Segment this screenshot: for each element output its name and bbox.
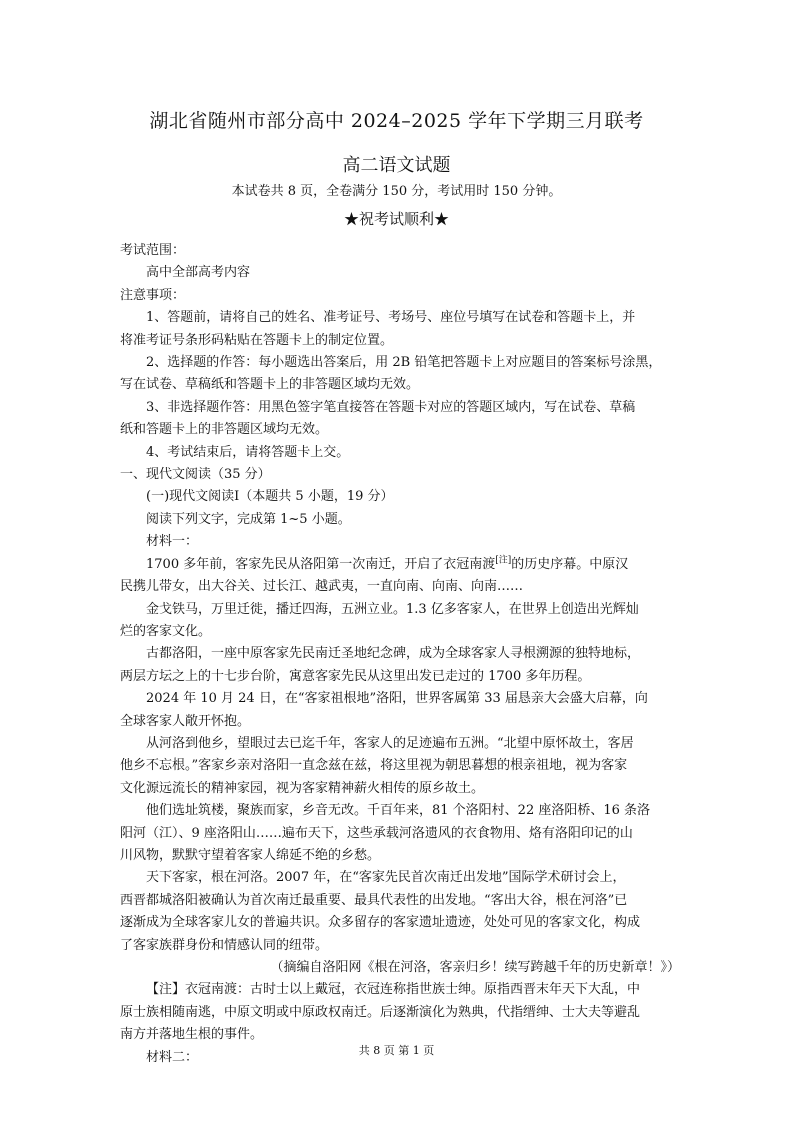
- section-label-notice: 注意事项：: [120, 287, 186, 303]
- notice-item-1: 1、答题前，请将自己的姓名、准考证号、考场号、座位号填写在试卷和答题卡上，并: [146, 310, 636, 326]
- paragraph-line: [120, 554, 680, 576]
- paragraph-line: 阳河（江）、9 座洛阳山……遍布天下，这些承载河洛遗风的衣食物用、烙有洛阳印记的山: [120, 825, 633, 841]
- paragraph-line: 从河洛到他乡，望眼过去已迄千年，客家人的足迹遍布五洲。“北望中原怀故土，客居: [146, 735, 634, 751]
- exam-subtitle: 高二语文试题: [342, 155, 451, 176]
- paragraph-line: 了客家族群身份和情感认同的纽带。: [120, 937, 329, 953]
- paragraph-line: 天下客家，根在河洛。2007 年，在“客家先民首次南迁出发地”国际学术研讨会上，: [146, 870, 626, 886]
- footnote-line: 【注】衣冠南渡：古时士以上戴冠，衣冠连称指世族士绅。原指西晋末年天下大乱，中: [146, 982, 641, 998]
- section-label-scope: 考试范围：: [120, 243, 186, 258]
- paragraph-line: 烂的客家文化。: [120, 623, 212, 639]
- paragraph-line: 他们选址筑楼，聚族而家，乡音无改。千百年来，81 个洛阳村、22 座洛阳桥、16 条洛: [146, 803, 651, 819]
- notice-item-2: 2、选择题的作答：每小题选出答案后，用 2B 铅笔把答题卡上对应题目的答案标号涂黑，: [146, 355, 662, 371]
- paragraph-line: 西晋都城洛阳被确认为首次南迁最重要、最具代表性的出发地。“客出大谷，根在河洛”已: [120, 892, 628, 908]
- footnote-marker: [注]: [495, 555, 512, 566]
- paragraph-line: 古都洛阳，一座中原客家先民南迁圣地纪念碑，成为全球客家人寻根溯源的独特地标，: [146, 646, 641, 662]
- exam-wish: ★祝考试顺利★: [343, 210, 449, 228]
- exam-note: 本试卷共 8 页，全卷满分 150 分，考试用时 150 分钟。: [231, 184, 562, 199]
- paragraph-line: 金戈铁马，万里迁徙，播迁四海，五洲立业。1.3 亿多客家人，在世界上创造出光辉灿: [146, 601, 639, 617]
- notice-item-3: 3、非选择题作答：用黑色签字笔直接答在答题卡对应的答题区域内，写在试卷、草稿: [146, 399, 636, 415]
- scope-text: 高中全部高考内容: [146, 265, 251, 281]
- exam-title: 湖北省随州市部分高中 2024–2025 学年下学期三月联考: [149, 110, 644, 132]
- notice-item-2-cont: 写在试卷、草稿纸和答题卡上的非答题区域均无效。: [120, 377, 420, 393]
- footnote-line: 原士族相随南逃，中原文明或中原政权南迁。后逐渐演化为熟典，代指缙绅、士大夫等避乱: [120, 1004, 641, 1020]
- notice-item-3-cont: 纸和答题卡上的非答题区域均无效。: [120, 422, 329, 438]
- paragraph-line: 全球客家人敞开怀抱。: [120, 713, 251, 729]
- paragraph-line: 民携儿带女，出大谷关、过长江、越武夷，一直向南、向南、向南……: [120, 579, 524, 595]
- footnote-line: 南方并落地生根的事件。: [120, 1027, 264, 1043]
- material-2-label: 材料二：: [146, 1049, 199, 1065]
- subsection-heading: (一)现代文阅读Ⅰ（本题共 5 小题，19 分）: [146, 489, 394, 505]
- paragraph-line: 逐渐成为全球客家儿女的普遍共识。众多留存的客家遗址遗迹，处处可见的客家文化，构成: [120, 915, 641, 931]
- paragraph-line: 他乡不忘根。”客家乡亲对洛阳一直念兹在兹，将这里视为朝思暮想的根亲祖地，视为客家: [120, 758, 628, 774]
- paragraph-text: 1700 多年前，客家先民从洛阳第一次南迁，开启了衣冠南渡: [146, 556, 496, 572]
- paragraph-line: 2024 年 10 月 24 日，在“客家祖根地”洛阳，世界客属第 33 届恳亲大会盛大启幕，向: [146, 691, 648, 707]
- paragraph-line: 文化源远流长的精神家园，视为客家精神薪火相传的原乡故土。: [120, 780, 485, 796]
- paragraph-text: 的历史序幕。中原汉: [511, 556, 629, 572]
- paragraph-line: 两层方坛之上的十七步台阶，寓意客家先民从这里出发已走过的 1700 多年历程。: [120, 668, 591, 684]
- paragraph-line: 川风物，默默守望着客家人绵延不绝的乡愁。: [120, 847, 381, 863]
- notice-item-1-cont: 将准考证号条形码粘贴在答题卡上的制定位置。: [120, 332, 394, 348]
- source-citation: （摘编自洛阳网《根在河洛，客亲归乡！续写跨越千年的历史新章！》）: [270, 960, 680, 975]
- instruction-text: 阅读下列文字，完成第 1~5 小题。: [146, 511, 351, 527]
- material-1-label: 材料一：: [146, 534, 199, 550]
- part-heading: 一、现代文阅读（35 分）: [120, 467, 271, 483]
- exam-body: [120, 240, 680, 1069]
- page-footer: 共 8 页 第 1 页: [358, 1044, 435, 1057]
- notice-item-4: 4、考试结束后，请将答题卡上交。: [146, 444, 350, 460]
